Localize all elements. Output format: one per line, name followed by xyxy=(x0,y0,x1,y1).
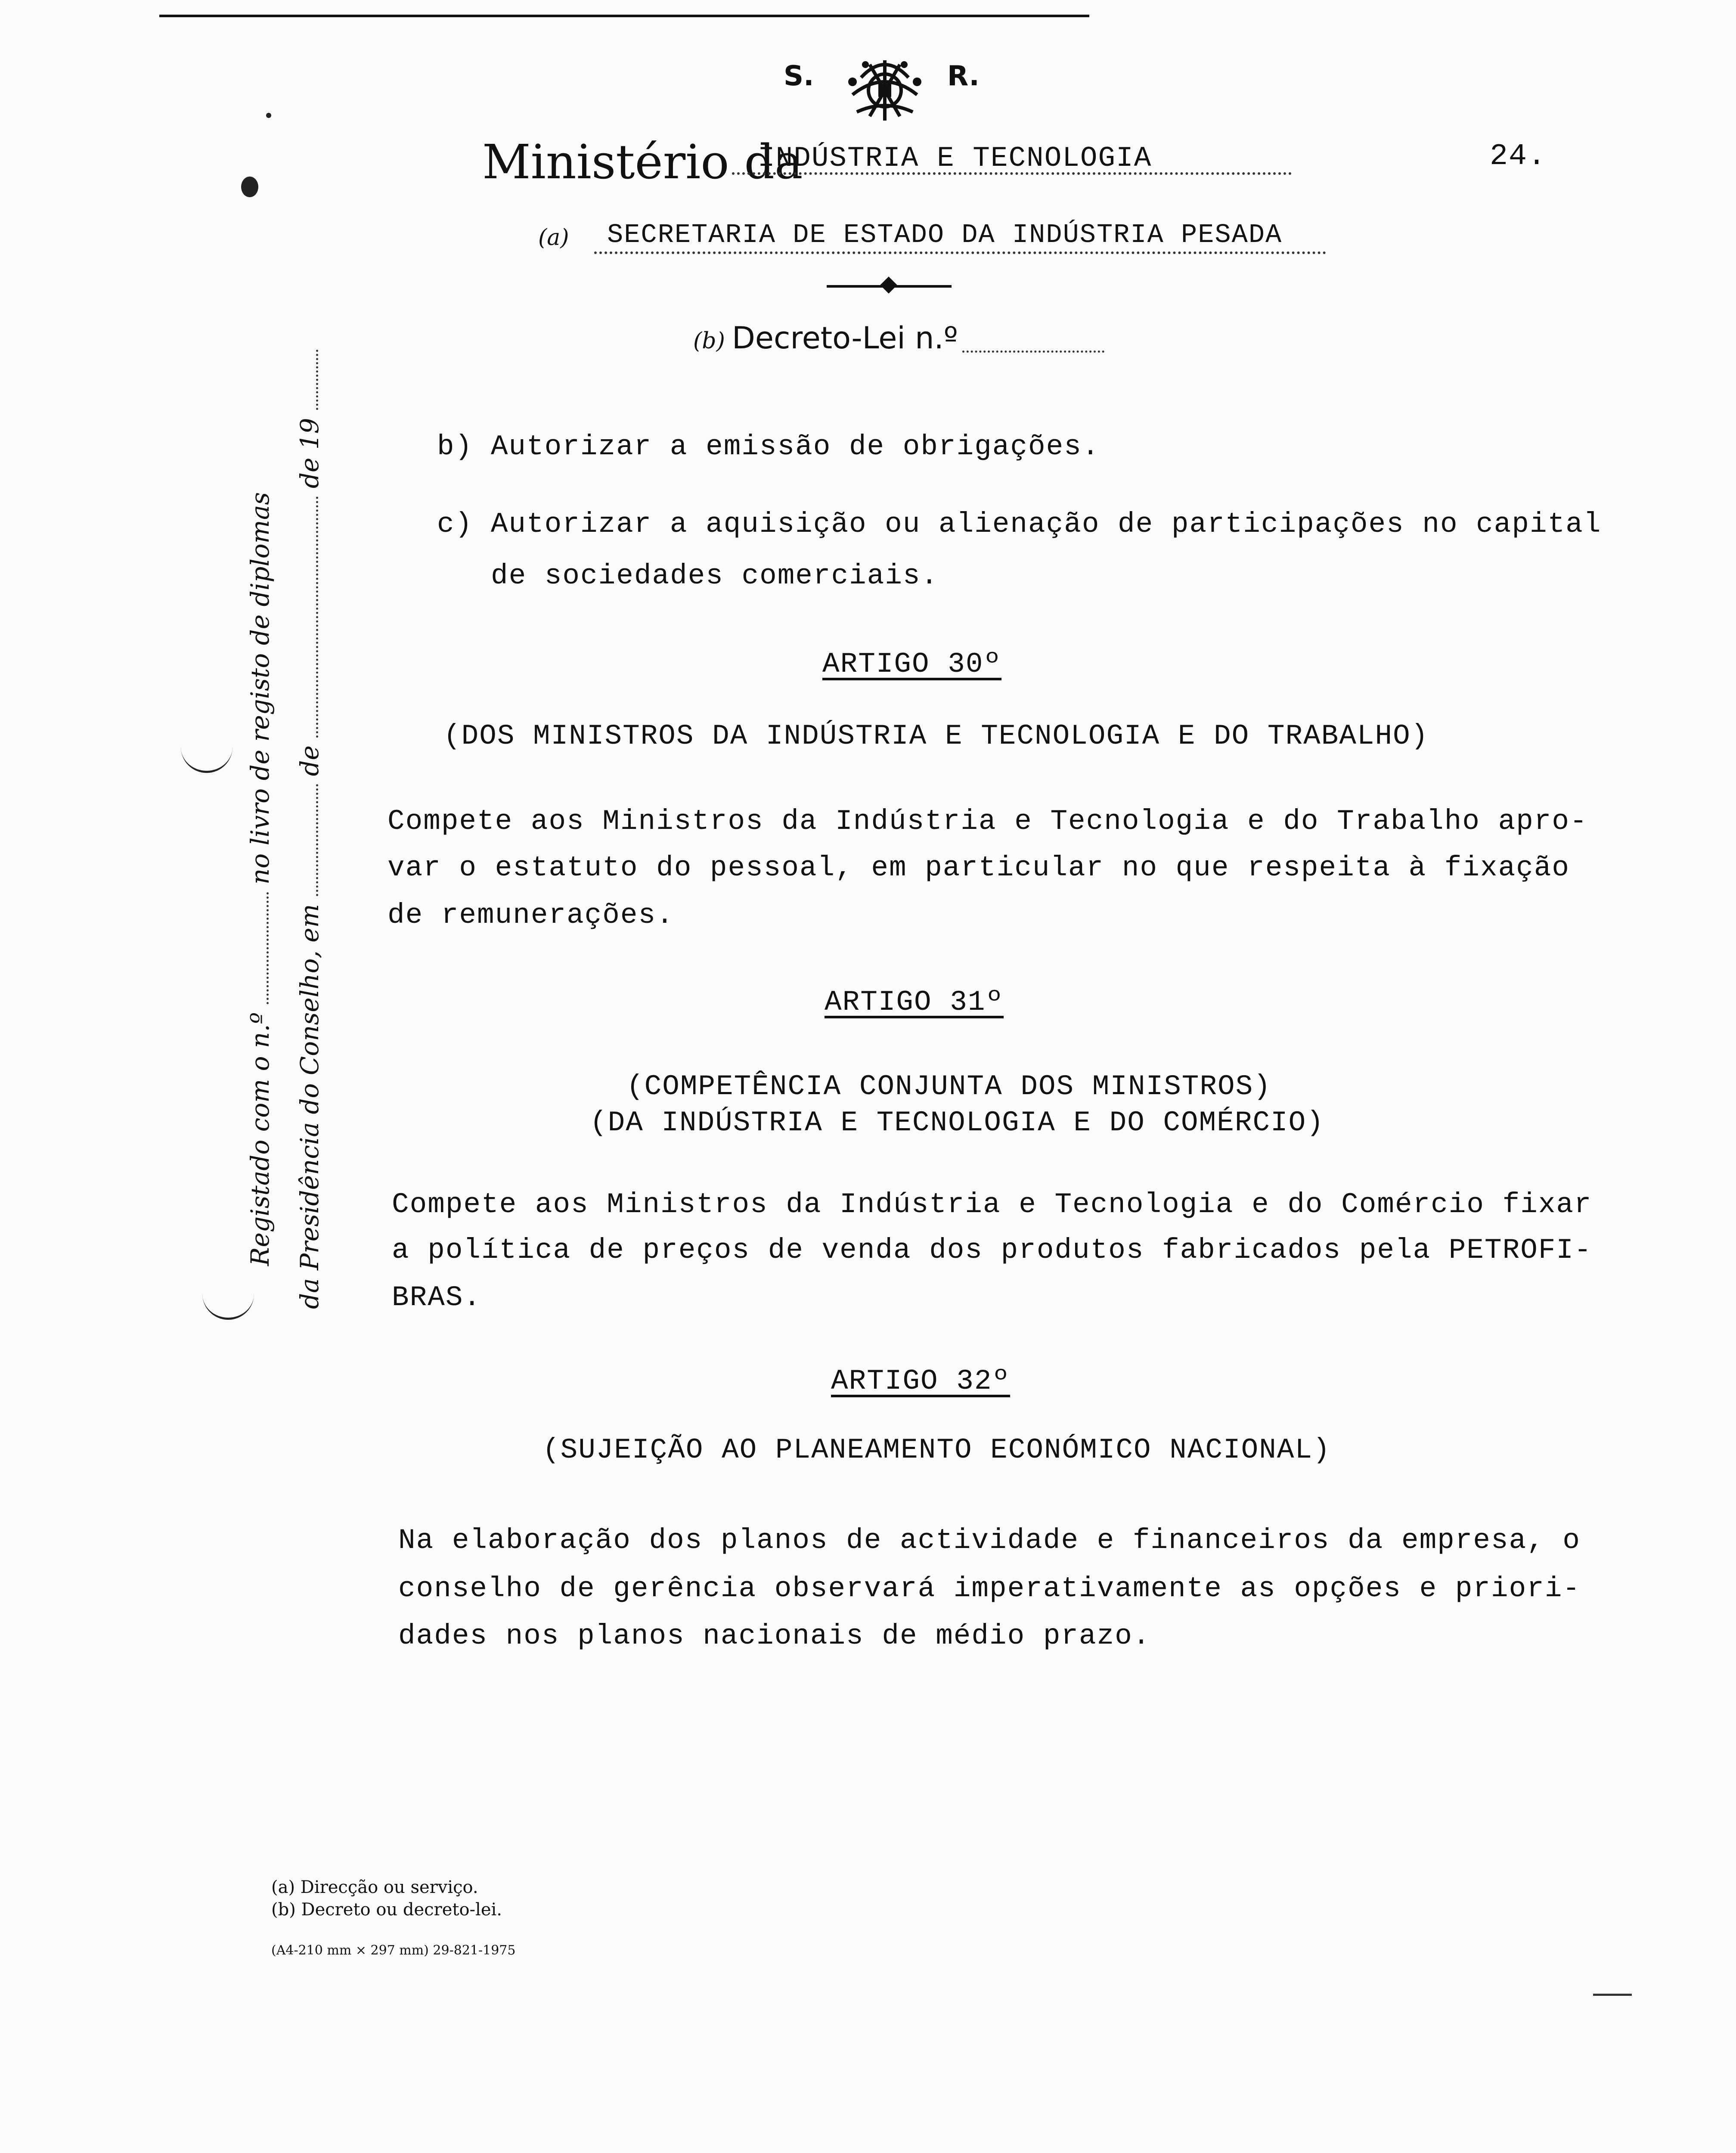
header-r: R. xyxy=(947,60,980,92)
artigo-30-paragraph-line-1: Compete aos Ministros da Indústria e Tecnologia e do Trabalho apro- xyxy=(388,805,1588,838)
artigo-30-paragraph-line-2: var o estatuto do pessoal, em particular no que respeita à fixação xyxy=(388,852,1570,884)
margin-line-2-part-b: de xyxy=(295,745,324,776)
page-number: 24. xyxy=(1490,140,1547,174)
footnote-a: (a) Direcção ou serviço. xyxy=(271,1877,478,1897)
margin-line-2-part-a: da Presidência do Conselho, em xyxy=(295,904,324,1309)
artigo-30-title: ARTIGO 30º xyxy=(822,648,1002,680)
margin-line-1-fill xyxy=(249,893,269,1005)
diamond-ornament xyxy=(880,276,897,294)
corner-mark xyxy=(1593,1994,1632,1996)
artigo-30-paragraph-line-3: de remunerações. xyxy=(388,899,674,931)
artigo-32-paragraph-line-1: Na elaboração dos planos de actividade e financeiros da empresa, o xyxy=(398,1524,1581,1557)
artigo-31-paragraph-line-2: a política de preços de venda dos produtos fabricados pela PETROFI- xyxy=(392,1234,1592,1266)
decreto-fill-line xyxy=(962,327,1104,353)
margin-line-1-part-b: no livro de registo de diplomas xyxy=(245,492,275,885)
artigo-31-subtitle-line-1: (COMPETÊNCIA CONJUNTA DOS MINISTROS) xyxy=(626,1070,1271,1103)
secretaria-prefix: (a) xyxy=(538,225,569,251)
artigo-31-title: ARTIGO 31º xyxy=(825,986,1004,1018)
punch-mark-lower xyxy=(202,1287,254,1320)
margin-line-1-part-a: Registado com o n.º xyxy=(245,1012,275,1266)
item-c-line-2: de sociedades comerciais. xyxy=(491,560,939,592)
top-rule xyxy=(159,15,1089,17)
ministerio-value: INDÚSTRIA E TECNOLOGIA xyxy=(758,142,1152,174)
speck xyxy=(266,113,271,118)
item-c-line-1: c) Autorizar a aquisição ou alienação de participações no capital xyxy=(437,508,1602,540)
artigo-32-subtitle: (SUJEIÇÃO AO PLANEAMENTO ECONÓMICO NACIONAL) xyxy=(542,1434,1331,1466)
artigo-30-subtitle: (DOS MINISTROS DA INDÚSTRIA E TECNOLOGIA E DO TRABALHO) xyxy=(443,720,1429,752)
margin-line-2-fill-3 xyxy=(299,350,318,410)
margin-line-2-part-c: de 19 xyxy=(295,418,324,489)
header-s: S. xyxy=(784,60,814,92)
item-b: b) Autorizar a emissão de obrigações. xyxy=(437,431,1100,463)
secretaria-value: SECRETARIA DE ESTADO DA INDÚSTRIA PESADA xyxy=(607,220,1283,250)
footnote-b: (b) Decreto ou decreto-lei. xyxy=(271,1900,502,1920)
form-code: (A4-210 mm × 297 mm) 29-821-1975 xyxy=(271,1943,516,1958)
artigo-32-paragraph-line-2: conselho de gerência observará imperativamente as opções e priori- xyxy=(398,1573,1581,1605)
ministerio-label: Ministério da xyxy=(482,134,803,189)
decreto-label: Decreto-Lei n.º xyxy=(732,320,958,356)
margin-registration-line-2 xyxy=(295,350,324,1309)
artigo-31-paragraph-line-1: Compete aos Ministros da Indústria e Tecnologia e do Comércio fixar xyxy=(392,1188,1592,1221)
artigo-32-paragraph-line-3: dades nos planos nacionais de médio prazo. xyxy=(398,1620,1151,1652)
artigo-31-paragraph-line-3: BRAS. xyxy=(392,1281,482,1314)
punch-mark-upper xyxy=(181,741,232,773)
coat-of-arms-icon xyxy=(835,52,934,129)
margin-line-2-fill-2 xyxy=(299,496,318,738)
margin-line-2-fill-1 xyxy=(299,784,318,896)
margin-registration-line-1 xyxy=(245,492,275,1266)
decreto-prefix: (b) xyxy=(693,328,725,354)
artigo-31-subtitle-line-2: (DA INDÚSTRIA E TECNOLOGIA E DO COMÉRCIO) xyxy=(590,1107,1324,1139)
speck xyxy=(241,177,258,197)
artigo-32-title: ARTIGO 32º xyxy=(831,1365,1011,1397)
